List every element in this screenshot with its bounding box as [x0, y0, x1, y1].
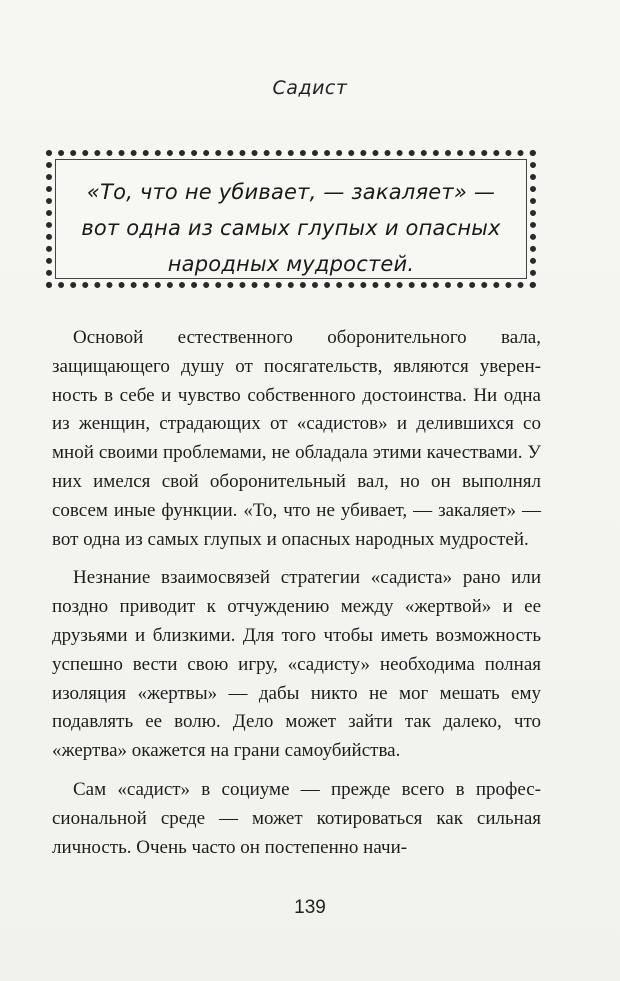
pull-quote [64, 174, 518, 282]
pull-quote-line-1: «То, что не убивает, — закаляет» — [86, 180, 496, 204]
quote-box [46, 150, 536, 288]
paragraph-1: Основой естественного оборонительного вала, защищающего душу от посягательств, являются уверенность в себе и чувство собственного достоинства. Ни одна из женщин, страдающих от «садистов» и делившихся со мной своими проблемами, не обладала этими качествами. У них имелся свой оборонительный вал, но он выполнял совсем иные функции. «То, что не убивает, — закаляет» — вот одна из самых глупых и опасных народных мудростей. [52, 327, 541, 550]
page-number: 139 [294, 897, 326, 918]
pull-quote-line-3: народных мудростей. [167, 252, 415, 276]
paragraph-2: Незнание взаимосвязей стратегии «садиста» рано или поздно приводит к отчуждению между «жертвой» и ее друзьями и близкими. Для того чтобы иметь возможность успешно вести свою игру, «садисту» необходима полная изоляция «жертвы» — дабы никто не мог мешать ему подавлять ее волю. Дело может зайти так далеко, что «жертва» окажется на грани самоубийства. [52, 567, 541, 762]
pull-quote-line-2: вот одна из самых глупых и опасных [81, 216, 501, 240]
body-text [52, 324, 541, 872]
running-head: Садист [272, 77, 348, 99]
paragraph-3: Сам «садист» в социуме — прежде всего в профессиональной среде — может котироваться как сильная личность. Очень часто он постепенно начи- [52, 778, 541, 858]
